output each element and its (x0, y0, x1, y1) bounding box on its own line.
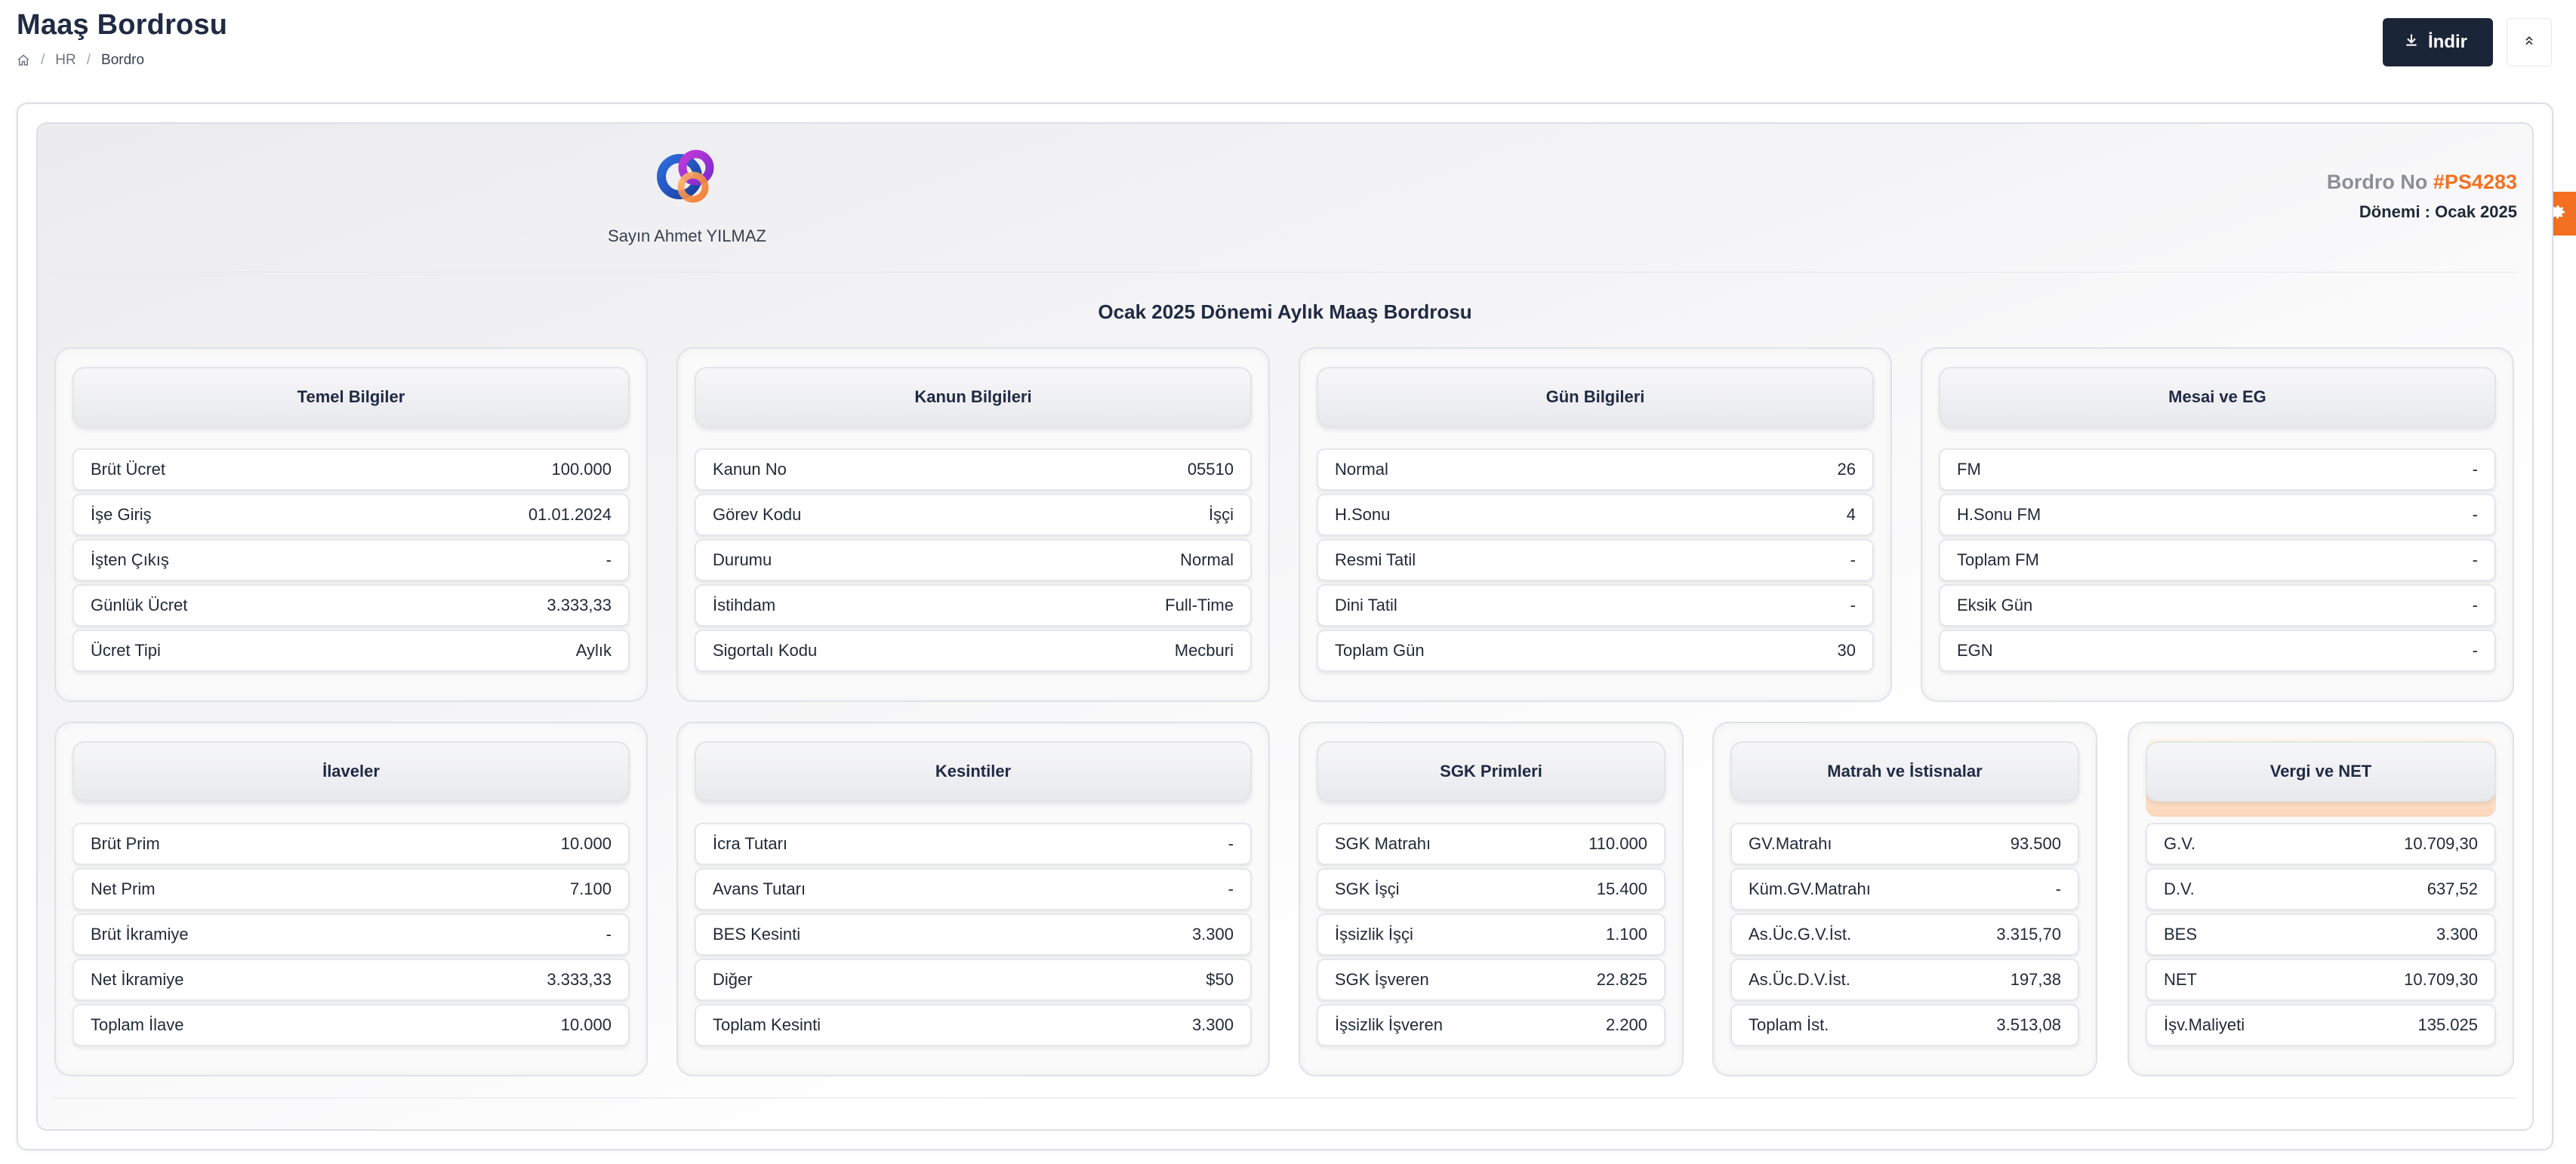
list-item (72, 868, 630, 910)
list-item (1317, 1004, 1665, 1046)
item-label: İcra Tutarı (713, 834, 788, 853)
list-item (1730, 1004, 2079, 1046)
panel-title: Temel Bilgiler (72, 367, 630, 427)
item-value: - (2472, 460, 2478, 479)
item-value: 10.709,30 (2404, 970, 2478, 989)
item-value: 3.300 (1191, 1015, 1234, 1034)
panel-gun-bilgileri (1299, 347, 1892, 702)
breadcrumb-bordro: Bordro (101, 52, 145, 68)
item-label: G.V. (2164, 834, 2195, 853)
list-item (72, 584, 630, 627)
panel-temel-bilgiler (54, 347, 648, 702)
item-label: Kanun No (713, 460, 787, 479)
item-value: Aylık (575, 641, 612, 660)
item-label: NET (2164, 970, 2197, 989)
panel-title: Kanun Bilgileri (695, 367, 1252, 427)
panel-rows (1317, 823, 1665, 1049)
item-value: 22.825 (1596, 970, 1647, 989)
list-item (2146, 1004, 2496, 1046)
item-label: As.Üc.D.V.İst. (1749, 970, 1850, 989)
bordro-number-value: #PS4283 (2433, 171, 2517, 193)
panel-title: Vergi ve NET (2146, 741, 2496, 802)
page-title: Maaş Bordrosu (17, 9, 228, 41)
item-value: - (2055, 879, 2061, 898)
item-value: 10.709,30 (2404, 834, 2478, 853)
panel-sgk-primleri (1299, 722, 1684, 1076)
list-item (72, 1004, 630, 1046)
panel-kesintiler (676, 722, 1270, 1076)
item-value: 3.315,70 (1996, 925, 2061, 944)
item-label: SGK Matrahı (1335, 834, 1431, 853)
list-item (695, 584, 1252, 627)
list-item (1939, 448, 2496, 491)
item-label: EGN (1957, 641, 1993, 660)
item-value: - (605, 925, 612, 944)
list-item (1939, 539, 2496, 581)
download-icon (2404, 32, 2419, 53)
list-item (695, 959, 1252, 1001)
item-value: 4 (1846, 505, 1856, 524)
item-value: - (1850, 596, 1856, 614)
divider (53, 272, 2517, 273)
item-label: Brüt Ücret (91, 460, 166, 479)
panel-title: Matrah ve İstisnalar (1730, 741, 2079, 802)
item-value: $50 (1206, 970, 1234, 989)
chevrons-up-icon (2523, 35, 2535, 51)
list-item (1317, 630, 1874, 672)
item-value: 197,38 (2010, 970, 2061, 989)
list-item (72, 959, 630, 1001)
panel-mesai-ve-eg (1921, 347, 2514, 702)
item-value: 3.513,08 (1996, 1015, 2061, 1034)
item-label: Net İkramiye (91, 970, 184, 989)
list-item (1317, 913, 1665, 956)
list-item (1317, 584, 1874, 627)
item-label: İşv.Maliyeti (2164, 1015, 2245, 1034)
item-value: 15.400 (1596, 879, 1647, 898)
collapse-button[interactable] (2507, 18, 2552, 66)
item-label: FM (1957, 460, 1981, 479)
list-item (72, 913, 630, 956)
list-item (695, 539, 1252, 581)
item-value: - (1850, 550, 1856, 569)
list-item (2146, 868, 2496, 910)
list-item (1939, 630, 2496, 672)
item-value: - (2472, 505, 2478, 524)
list-item (2146, 823, 2496, 865)
panel-matrah-ve-istisnalar (1712, 722, 2097, 1076)
download-label: İndir (2428, 32, 2467, 52)
list-item (695, 823, 1252, 865)
item-label: Net Prim (91, 879, 156, 898)
item-value: 2.200 (1605, 1015, 1647, 1034)
item-label: Görev Kodu (713, 505, 802, 524)
panel-rows (72, 448, 630, 675)
breadcrumb-separator: / (41, 52, 45, 68)
item-label: H.Sonu (1335, 505, 1391, 524)
panel-title: İlaveler (72, 741, 630, 802)
panel-rows (1317, 448, 1874, 675)
item-label: Toplam İlave (91, 1015, 184, 1034)
page-header (17, 9, 227, 69)
list-item (72, 539, 630, 581)
list-item (1730, 913, 2079, 956)
item-value: 26 (1837, 460, 1856, 479)
item-label: Küm.GV.Matrahı (1749, 879, 1871, 898)
panel-rows (1730, 823, 2079, 1049)
list-item (695, 494, 1252, 536)
payslip-card (17, 103, 2553, 1150)
list-item (1317, 868, 1665, 910)
list-item (1939, 584, 2496, 627)
item-label: İşsizlik İşçi (1335, 925, 1413, 944)
item-label: Brüt İkramiye (91, 925, 189, 944)
panel-title: Mesai ve EG (1939, 367, 2496, 427)
item-value: - (605, 550, 612, 569)
item-label: Toplam Gün (1335, 641, 1425, 660)
panel-title: Gün Bilgileri (1317, 367, 1874, 427)
item-value: 3.333,33 (547, 596, 612, 614)
list-item (72, 448, 630, 491)
item-value: - (1228, 879, 1234, 898)
item-label: Durumu (713, 550, 772, 569)
company-logo (651, 140, 723, 213)
item-label: BES (2164, 925, 2198, 944)
list-item (695, 448, 1252, 491)
item-value: 01.01.2024 (528, 505, 612, 524)
panel-ilaveler (54, 722, 648, 1076)
panel-rows (1939, 448, 2496, 675)
list-item (1730, 959, 2079, 1001)
item-value: - (2472, 596, 2478, 614)
item-value: 100.000 (551, 460, 612, 479)
breadcrumb-hr[interactable]: HR (55, 52, 76, 68)
list-item (1730, 868, 2079, 910)
item-value: Mecburi (1174, 641, 1234, 660)
item-value: 3.300 (2436, 925, 2478, 944)
item-value: 637,52 (2427, 879, 2478, 898)
item-label: D.V. (2164, 879, 2195, 898)
list-item (1317, 448, 1874, 491)
item-label: Toplam FM (1957, 550, 2039, 569)
item-value: 10.000 (560, 834, 612, 853)
panel-rows (695, 823, 1252, 1049)
item-label: Avans Tutarı (713, 879, 806, 898)
list-item (72, 823, 630, 865)
panel-title: SGK Primleri (1317, 741, 1665, 802)
breadcrumb-separator: / (86, 52, 91, 68)
item-value: İşçi (1209, 505, 1234, 524)
employee-name: Sayın Ahmet YILMAZ (608, 226, 766, 245)
list-item (1939, 494, 2496, 536)
item-value: - (2472, 550, 2478, 569)
list-item (72, 630, 630, 672)
panel-rows (72, 823, 630, 1049)
item-label: SGK İşçi (1335, 879, 1400, 898)
item-label: As.Üc.G.V.İst. (1749, 925, 1852, 944)
item-value: 7.100 (569, 879, 612, 898)
bordro-number (2327, 171, 2517, 194)
payroll-period: Dönemi : Ocak 2025 (2359, 202, 2517, 221)
item-label: Dini Tatil (1335, 596, 1397, 614)
item-label: İşsizlik İşveren (1335, 1015, 1444, 1034)
item-value: - (2472, 641, 2478, 660)
list-item (695, 868, 1252, 910)
document-header (38, 124, 2532, 272)
item-label: SGK İşveren (1335, 970, 1429, 989)
item-value: 3.333,33 (547, 970, 612, 989)
document-heading: Ocak 2025 Dönemi Aylık Maaş Bordrosu (1098, 300, 1472, 323)
item-label: Eksik Gün (1957, 596, 2033, 614)
item-label: Normal (1335, 460, 1388, 479)
list-item (72, 494, 630, 536)
panel-rows (2146, 823, 2496, 1049)
item-value: Full-Time (1165, 596, 1234, 614)
item-label: Toplam İst. (1749, 1015, 1829, 1034)
list-item (1730, 823, 2079, 865)
item-label: İşten Çıkış (91, 550, 169, 569)
list-item (1317, 823, 1665, 865)
item-label: Toplam Kesinti (713, 1015, 821, 1034)
list-item (1317, 539, 1874, 581)
item-value: - (1228, 834, 1234, 853)
item-label: Diğer (713, 970, 753, 989)
list-item (1317, 959, 1665, 1001)
item-value: 93.500 (2010, 834, 2061, 853)
panel-kanun-bilgileri (676, 347, 1270, 702)
download-button[interactable] (2383, 18, 2493, 66)
home-icon[interactable] (17, 54, 30, 67)
header-actions (2383, 18, 2552, 66)
list-item (695, 913, 1252, 956)
list-item (1317, 494, 1874, 536)
item-label: İstihdam (713, 596, 776, 614)
item-value: Normal (1180, 550, 1234, 569)
item-label: BES Kesinti (713, 925, 801, 944)
item-value: 110.000 (1588, 834, 1647, 853)
panel-title: Kesintiler (695, 741, 1252, 802)
item-value: 30 (1837, 641, 1856, 660)
item-value: 05510 (1187, 460, 1234, 479)
item-label: Ücret Tipi (91, 641, 161, 660)
item-value: 10.000 (560, 1015, 612, 1034)
list-item (2146, 959, 2496, 1001)
item-value: 135.025 (2417, 1015, 2478, 1034)
item-label: GV.Matrahı (1749, 834, 1832, 853)
item-label: Günlük Ücret (91, 596, 188, 614)
item-label: H.Sonu FM (1957, 505, 2041, 524)
item-label: Sigortalı Kodu (713, 641, 818, 660)
list-item (2146, 913, 2496, 956)
panel-rows (695, 448, 1252, 675)
item-label: Brüt Prim (91, 834, 160, 853)
item-value: 3.300 (1191, 925, 1234, 944)
panel-vergi-ve-net (2128, 722, 2514, 1076)
company-block (574, 140, 800, 246)
item-label: İşe Giriş (91, 505, 152, 524)
list-item (695, 630, 1252, 672)
bordro-number-label: Bordro No (2326, 171, 2428, 193)
breadcrumb (17, 52, 227, 69)
payslip-document (36, 122, 2534, 1131)
list-item (695, 1004, 1252, 1046)
item-value: 1.100 (1605, 925, 1647, 944)
item-label: Resmi Tatil (1335, 550, 1416, 569)
